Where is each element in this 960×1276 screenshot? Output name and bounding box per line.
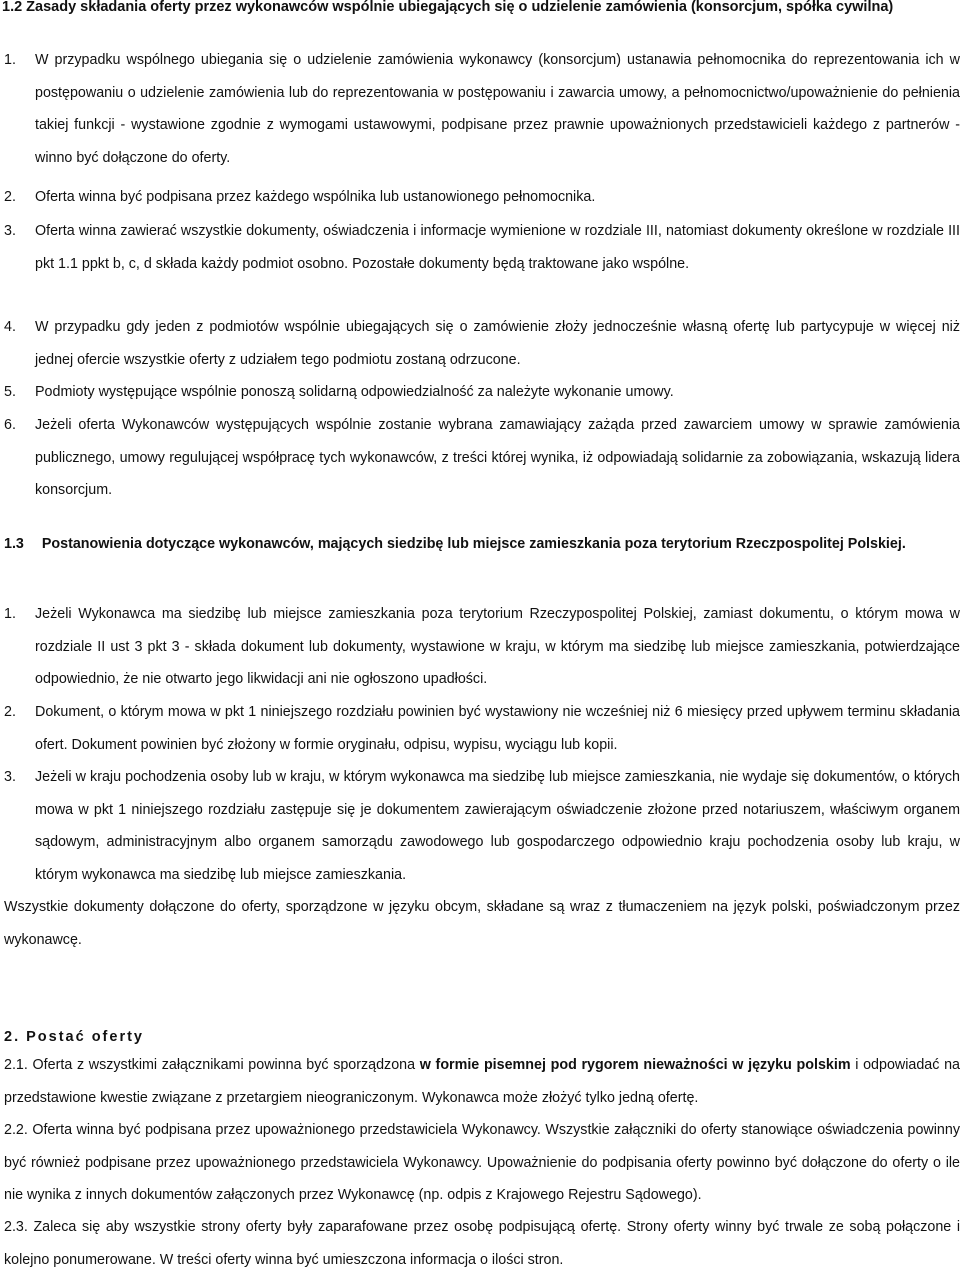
list-item (0, 215, 960, 280)
list-item-text: Podmioty występujące wspólnie ponoszą solidarną odpowiedzialność za należyte wykonanie umowy. (35, 384, 674, 400)
emphasis-text: w formie pisemnej pod rygorem nieważności w języku polskim (419, 1057, 851, 1073)
list-item-number: 2. (4, 189, 16, 205)
list-item-text: W przypadku gdy jeden z podmiotów wspólnie ubiegających się o zamówienie złoży jednocześnie własną ofertę lub partycypuje w więcej niż jednej ofercie wszystkie oferty z udziałem tego podmiotu zostaną odrzucone. (35, 319, 960, 368)
section-heading-1-3 (4, 533, 960, 555)
section-heading-1-2: 1.2 Zasady składania oferty przez wykonawców wspólnie ubiegających się o udzielenie zamówienia (konsorcjum, spółka cywilna) (2, 0, 894, 15)
list-item (0, 409, 960, 507)
paragraph-2-1 (4, 1049, 960, 1114)
list-item-text: Oferta winna być podpisana przez każdego wspólnika lub ustanowionego pełnomocnika. (35, 189, 596, 205)
list-item-number: 1. (4, 52, 16, 68)
section-heading-2: 2. Postać oferty (4, 1029, 144, 1045)
section-title: Postanowienia dotyczące wykonawców, mających siedzibę lub miejsce zamieszkania poza terytorium Rzeczpospolitej Polskiej. (41, 536, 906, 552)
list-item-text: Oferta winna zawierać wszystkie dokumenty, oświadczenia i informacje wymienione w rozdziale III, natomiast dokumenty określone w rozdziale III pkt 1.1 ppkt b, c, d składa każdy podmiot osobno. Pozostałe dokumenty będą traktowane jako wspólne. (35, 223, 960, 272)
list-item (0, 696, 960, 761)
paragraph-text: 2.1. Oferta z wszystkimi załącznikami powinna być sporządzona (4, 1057, 420, 1073)
list-item-text: Jeżeli w kraju pochodzenia osoby lub w kraju, w którym wykonawca ma siedzibę lub miejsce zamieszkania, nie wydaje się dokumentów, o których mowa w pkt 1 niniejszego rozdziału zastępuje się je dokumentem zawierającym oświadczenie złożone przed notariuszem, właściwym organem sądowym, administracyjnym albo organem samorządu zawodowego lub gospodarczego odpowiednio kraju pochodzenia osoby lub kraju, w którym wykonawca ma siedzibę lub miejsce zamieszkania. (35, 769, 960, 883)
list-item (0, 376, 960, 409)
list-item-text: W przypadku wspólnego ubiegania się o udzielenie zamówienia wykonawcy (konsorcjum) ustanawia pełnomocnika do reprezentowania ich w postępowaniu o udzielenie zamówienia lub do reprezentowania w postępowaniu i zawarcia umowy, a pełnomocnictwo/upoważnienie do pełnienia takiej funkcji - wystawione zgodnie z wymogami ustawowymi, podpisane przez prawnie upoważnionych przedstawicieli każdego z partnerów - winno być dołączone do oferty. (35, 52, 960, 166)
list-item-number: 2. (4, 704, 16, 720)
list-item-number: 3. (4, 769, 16, 785)
paragraph-2-2: 2.2. Oferta winna być podpisana przez upoważnionego przedstawiciela Wykonawcy. Wszystkie załączniki do oferty stanowiące oświadczenia powinny być również podpisane przez upoważnionego przedstawiciela Wykonawcy. Upoważnienie do podpisania oferty powinno być dołączone do oferty o ile nie wynika z innych dokumentów załączonych przez Wykonawcę (np. odpis z Krajowego Rejestru Sądowego). (4, 1122, 960, 1204)
list-item-number: 1. (4, 606, 16, 622)
list-item-text: Jeżeli Wykonawca ma siedzibę lub miejsce zamieszkania poza terytorium Rzeczypospolitej Polskiej, zamiast dokumentu, o którym mowa w rozdziale II ust 3 pkt 3 - składa dokument lub dokumenty, wystawione w kraju, w którym ma siedzibę lub miejsce zamieszkania, potwierdzające odpowiednio, że nie otwarto jego likwidacji ani nie ogłoszono upadłości. (35, 606, 960, 688)
list-item-text: Dokument, o którym mowa w pkt 1 niniejszego rozdziału powinien być wystawiony nie wcześniej niż 6 miesięcy przed upływem terminu składania ofert. Dokument powinien być złożony w formie oryginału, odpisu, wypisu, wyciągu lub kopii. (35, 704, 960, 753)
paragraph-text: i odpowiadać na przedstawione kwestie związane z przetargiem nieograniczonym. Wykonawca może złożyć tylko jedną ofertę. (4, 1057, 960, 1106)
list-item (0, 311, 960, 376)
list-item-number: 4. (4, 319, 16, 335)
section-number: 1.3 (4, 536, 24, 552)
list-item (0, 598, 960, 696)
closing-paragraph: Wszystkie dokumenty dołączone do oferty, sporządzone w języku obcym, składane są wraz z tłumaczeniem na język polski, poświadczonym przez wykonawcę. (4, 899, 960, 948)
paragraph-2-3: 2.3. Zaleca się aby wszystkie strony oferty były zaparafowane przez osobę podpisującą ofertę. Strony oferty winny być trwale ze sobą połączone i kolejno ponumerowane. W treści oferty winna być umieszczona informacja o ilości stron. (4, 1219, 960, 1268)
list-item-number: 6. (4, 417, 16, 433)
list-item-number: 5. (4, 384, 16, 400)
list-item-text: Jeżeli oferta Wykonawców występujących wspólnie zostanie wybrana zamawiający zażąda przed zawarciem umowy w sprawie zamówienia publicznego, umowy regulującej współpracę tych wykonawców, z treści której wynika, iż odpowiadają solidarnie za zobowiązania, wskazują lidera konsorcjum. (35, 417, 960, 499)
list-item-number: 3. (4, 223, 16, 239)
list-item (0, 761, 960, 891)
list-item (0, 181, 960, 214)
list-item (0, 44, 960, 174)
